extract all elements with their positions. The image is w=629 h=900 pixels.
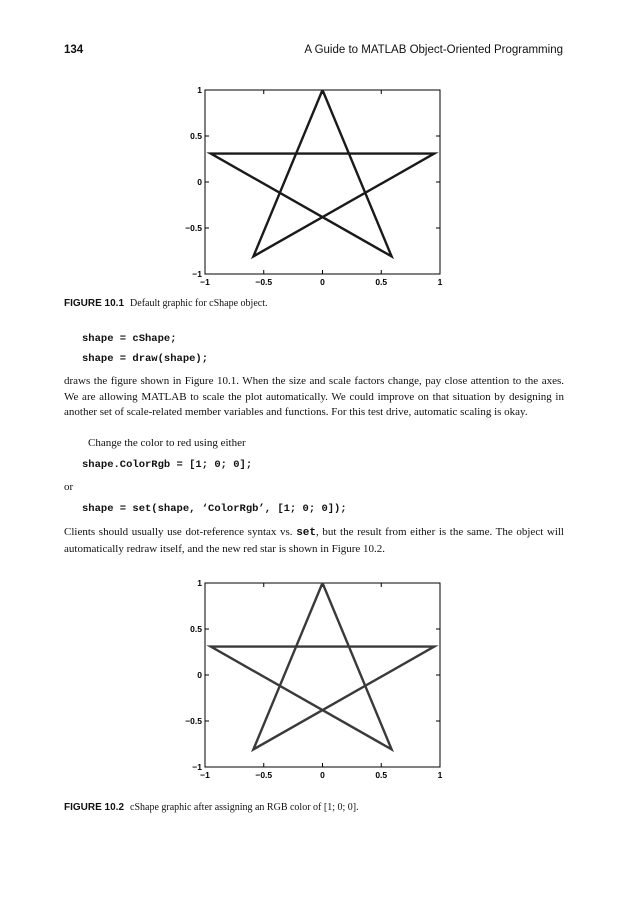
chart-2-svg [0,575,629,785]
y-tick-label: 0.5 [190,131,202,141]
y-tick-label: 1 [197,85,202,95]
x-tick-label: −0.5 [255,770,273,780]
y-tick-label: 1 [197,578,202,588]
x-tick-label: 1 [437,277,443,287]
figure-2-caption-text: cShape graphic after assigning an RGB color of [1; 0; 0]. [130,802,359,813]
y-tick-label: 0 [197,177,202,187]
code-line-1: shape = cShape; [82,333,177,345]
figure-1-caption [64,298,267,309]
running-title: A Guide to MATLAB Object-Oriented Programming [304,44,563,56]
paragraph-2: Change the color to red using either [88,437,246,449]
y-tick-label: −1 [192,269,202,279]
plot-frame [205,90,440,274]
x-tick-label: 0.5 [375,277,388,287]
y-tick-label: 0 [197,670,202,680]
y-tick-label: −0.5 [185,223,202,233]
paragraph-3-pre: Clients should usually use dot-reference syntax vs. [64,526,297,538]
x-tick-label: −0.5 [255,277,273,287]
x-tick-label: 0 [320,770,325,780]
set-inline-code: set [296,527,316,539]
page-header [64,44,563,62]
code-line-4: shape = set(shape, ‘ColorRgb’, [1; 0; 0]); [82,503,347,515]
x-tick-label: 1 [437,770,443,780]
x-tick-label: 0 [320,277,325,287]
y-tick-label: −1 [192,762,202,772]
star-line [211,583,434,749]
y-tick-label: −0.5 [185,716,202,726]
x-tick-label: −1 [200,770,210,780]
paragraph-3-post: , but the result from either is the same. The object will automatically redraw itself, and the new red star is shown in Figure 10.2. [64,526,564,555]
figure-1 [0,82,629,292]
code-line-2: shape = draw(shape); [82,353,209,365]
code-line-3: shape.ColorRgb = [1; 0; 0]; [82,459,253,471]
paragraph-3 [64,525,564,557]
paragraph-1: draws the figure shown in Figure 10.1. When the size and scale factors change, pay close attention to the axes. We are allowing MATLAB to scale the plot automatically. We could improve on that situation by designing in another set of scale-related member variables and functions. For this test drive, automatic scaling is okay. [64,375,564,418]
plot-frame [205,583,440,767]
figure-2-label: FIGURE 10.2 [64,802,125,813]
figure-2 [0,575,629,785]
or-text: or [64,481,74,493]
x-tick-label: 0.5 [375,770,388,780]
figure-1-label: FIGURE 10.1 [64,298,125,309]
chart-1-svg [0,82,629,292]
x-tick-label: −1 [200,277,210,287]
page-number: 134 [64,44,84,56]
figure-1-caption-text: Default graphic for cShape object. [130,298,268,309]
figure-2-caption [64,802,359,813]
y-tick-label: 0.5 [190,624,202,634]
star-line [211,90,434,256]
